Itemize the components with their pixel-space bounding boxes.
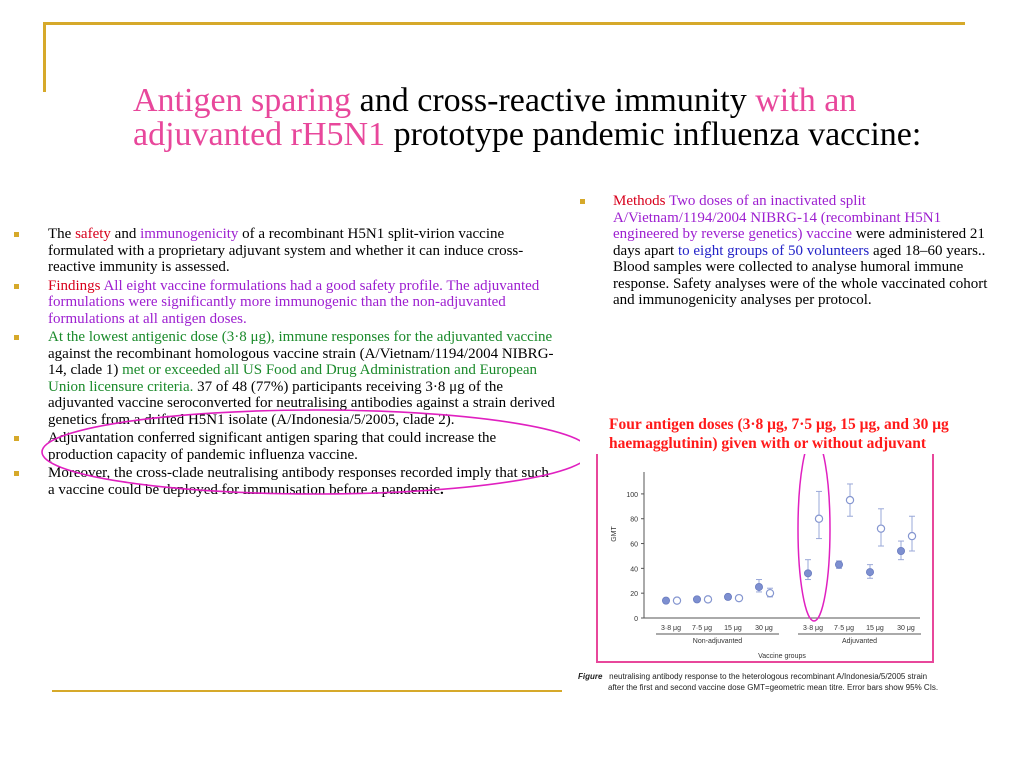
y-tick-label: 100 xyxy=(626,491,638,499)
data-point-first-dose xyxy=(897,547,904,554)
text-methods-label: Methods xyxy=(613,193,666,209)
data-point-second-dose xyxy=(704,596,711,603)
data-point-second-dose xyxy=(846,497,853,504)
bullet-marker xyxy=(14,436,19,441)
highlight-ellipse xyxy=(20,405,580,505)
data-point-second-dose xyxy=(877,525,884,532)
chart-frame xyxy=(596,454,934,663)
left-rule xyxy=(43,22,46,92)
data-point-first-dose xyxy=(755,583,762,590)
category-label: 7·5 μg xyxy=(834,625,854,632)
figure-caption-line-2: after the first and second vaccine dose xyxy=(608,683,745,692)
bullet-safety xyxy=(10,226,558,276)
text-groups: to eight groups of 50 volunteers xyxy=(677,242,870,259)
bullet-marker xyxy=(580,199,585,204)
y-axis-label: GMT xyxy=(611,526,618,542)
data-point-second-dose xyxy=(908,532,915,539)
text-lowest-dose: At the lowest antigenic dose (3·8 μg), immune responses for the adjuvanted vaccine xyxy=(48,329,553,345)
text-findings: All eight vaccine formulations had a good safety profile. The adjuvanted formulations were significantly more immunogenic than the non-adjuvanted formulations at all antigen doses. xyxy=(48,277,540,327)
data-point-first-dose xyxy=(724,593,731,600)
y-tick-label: 60 xyxy=(630,541,638,549)
category-label: 30 μg xyxy=(897,625,915,632)
text-run: aged 18–60 years.. Blood samples were collected to analyse humoral immune response. Safety analyses were of the whole vaccinated cohort and immunogenicity analyses per protocol. xyxy=(613,242,988,308)
data-point-second-dose xyxy=(766,590,773,597)
title-part-1: Antigen sparing xyxy=(133,82,352,119)
gmt-chart xyxy=(598,454,932,661)
data-point-first-dose xyxy=(835,561,842,568)
data-point-first-dose xyxy=(866,568,873,575)
category-label: 15 μg xyxy=(724,625,742,632)
text-run: Adjuvantation conferred significant antigen sparing that could increase the production capacity of pandemic influenza vaccine. xyxy=(48,430,497,463)
text-run: of a recombinant H5N1 split-virion vaccine formulated with a proprietary adjuvant system and whether it can induce cross-reactive immunity is assessed. xyxy=(48,226,524,275)
chart-caption: Four antigen doses (3·8 μg, 7·5 μg, 15 μg, and 30 μg haemagglutinin) given with or without adjuvant xyxy=(609,416,949,452)
data-point-second-dose xyxy=(815,515,822,522)
bullet-marker xyxy=(14,232,19,237)
category-label: 3·8 μg xyxy=(803,625,823,632)
bullet-findings xyxy=(10,278,558,328)
title-part-3: with an adjuvanted rH5N1 xyxy=(133,82,857,153)
x-axis-label: Vaccine groups xyxy=(758,653,806,660)
figure-caption xyxy=(578,671,1018,693)
highlight-ellipse-lowest-dose xyxy=(798,454,830,621)
data-point-first-dose xyxy=(662,597,669,604)
bullet-marker xyxy=(14,284,19,289)
text-run: and xyxy=(110,226,141,242)
title-part-4: prototype pandemic influenza vaccine: xyxy=(385,116,922,153)
data-point-first-dose xyxy=(804,570,811,577)
figure-label: Figure xyxy=(578,672,603,681)
bottom-rule xyxy=(52,690,562,692)
y-tick-label: 80 xyxy=(630,516,638,524)
text-run: 37 of 48 (77%) participants receiving 3·8 μg of the adjuvanted vaccine seroconverted for neutralising antibodies against a strain derived genetics from a drifted H5N1 isolate (A/Indonesia/5/2005, clade 2). xyxy=(48,378,555,428)
text-methods: Two doses of an inactivated split A/Vietnam/1194/2004 NIBRG-14 (recombinant H5N1 engineered by reverse genetics) vaccine xyxy=(613,193,942,242)
bullet-marker xyxy=(14,335,19,340)
text-immunogenicity: immunogenicity xyxy=(140,226,239,242)
category-label: 30 μg xyxy=(755,625,773,632)
top-rule xyxy=(43,22,965,25)
text-run: were administered 21 days apart xyxy=(613,226,985,259)
category-label: 3·8 μg xyxy=(661,625,681,632)
category-label: 7·5 μg xyxy=(692,625,712,632)
y-tick-label: 20 xyxy=(630,591,638,599)
figure-caption-line-3: GMT=geometric mean titre. Error bars show 95% CIs. xyxy=(744,683,939,692)
figure-caption-line-1: neutralising antibody response to the heterologous recombinant A/Indonesia/5/2005 strain xyxy=(606,672,928,681)
text-safety: safety xyxy=(75,226,111,242)
data-point-second-dose xyxy=(735,595,742,602)
text-run: . xyxy=(439,481,444,498)
data-point-first-dose xyxy=(693,596,700,603)
text-run: against the recombinant homologous vaccine strain (A/Vietnam/1194/2004 NIBRG-14, clade 1) xyxy=(48,345,554,378)
text-licensure: met or exceeded all US Food and Drug Administration and European Union licensure criteria. xyxy=(48,362,538,395)
right-bullet-list xyxy=(576,193,996,311)
title-part-2: and cross-reactive immunity xyxy=(351,82,756,119)
y-tick-label: 0 xyxy=(634,616,638,623)
text-findings-label: Findings xyxy=(48,277,101,294)
y-tick-label: 40 xyxy=(630,566,638,574)
text-run: Moreover, the cross-clade neutralising antibody responses recorded imply that such a vaccine could be deployed for immunisation before a pandemic xyxy=(48,465,549,498)
data-point-second-dose xyxy=(673,597,680,604)
category-label: 15 μg xyxy=(866,625,884,632)
group-label: Adjuvanted xyxy=(841,638,878,645)
text-run: The xyxy=(48,226,76,242)
bullet-marker xyxy=(14,471,19,476)
bullet-methods xyxy=(576,193,996,309)
slide-title xyxy=(133,84,973,152)
group-label: Non-adjuvanted xyxy=(692,638,743,645)
